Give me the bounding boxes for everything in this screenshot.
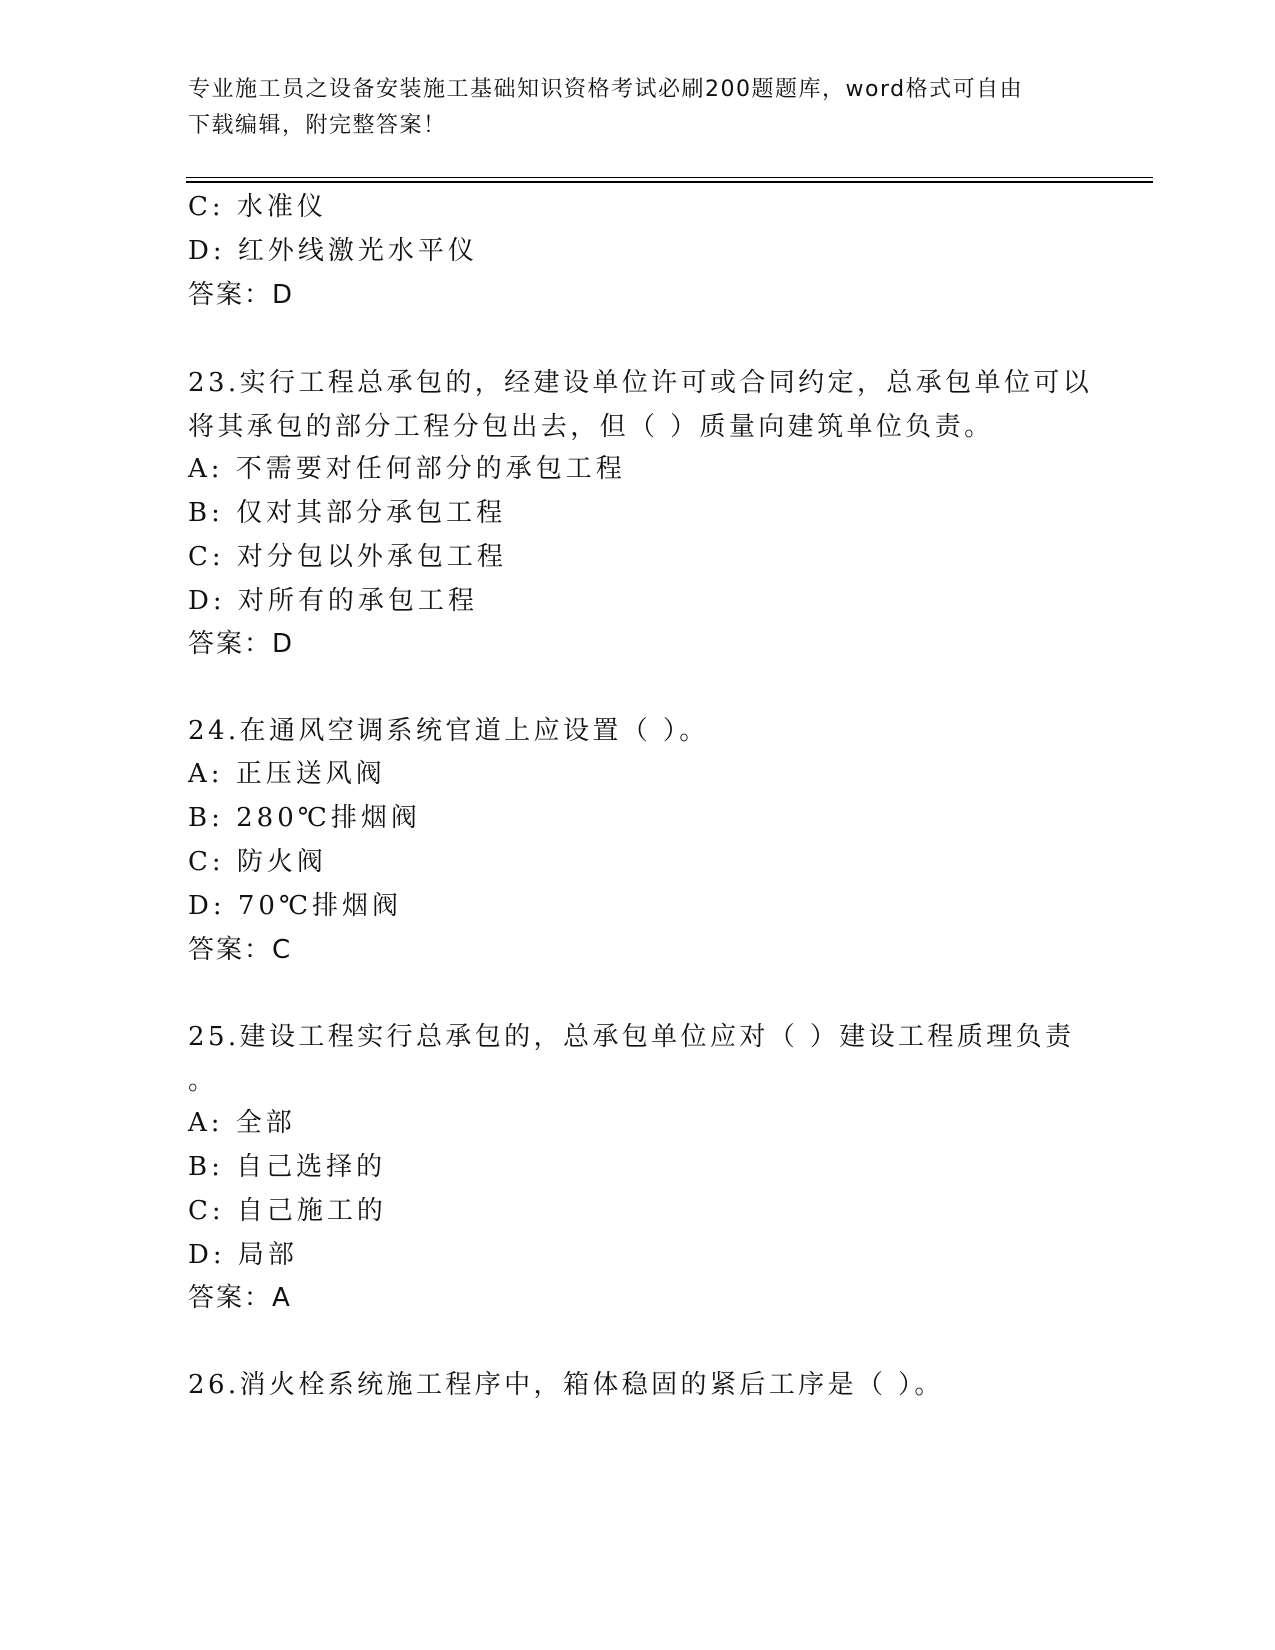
q24-option-c: C: 防火阀 bbox=[188, 847, 327, 877]
header-line-2: 下载编辑，附完整答案！ bbox=[188, 113, 447, 138]
q24-answer: 答案：C bbox=[188, 935, 293, 965]
q25-option-d: D: 局部 bbox=[188, 1240, 298, 1270]
q25-option-b: B: 自己选择的 bbox=[188, 1152, 387, 1182]
q25-option-c: C: 自己施工的 bbox=[188, 1196, 387, 1226]
prev-option-c: C: 水准仪 bbox=[188, 192, 327, 222]
header-divider-thin bbox=[186, 177, 1153, 178]
header-line-1: 专业施工员之设备安装施工基础知识资格考试必刷200题题库，word格式可自由 bbox=[188, 77, 1024, 102]
q23-answer: 答案：D bbox=[188, 629, 295, 659]
q25-stem-line-2: 。 bbox=[188, 1066, 218, 1096]
q25-option-a: A: 全部 bbox=[188, 1108, 296, 1138]
q23-option-b: B: 仅对其部分承包工程 bbox=[188, 498, 507, 528]
document-header bbox=[188, 72, 1068, 144]
header-divider-thick bbox=[186, 181, 1153, 183]
q23-option-c: C: 对分包以外承包工程 bbox=[188, 542, 507, 572]
q23-option-d: D: 对所有的承包工程 bbox=[188, 586, 478, 616]
q24-option-b: B: 280℃排烟阀 bbox=[188, 803, 421, 833]
q24-option-a: A: 正压送风阀 bbox=[188, 759, 386, 789]
prev-option-d: D: 红外线激光水平仪 bbox=[188, 236, 478, 266]
q23-stem-line-1: 23.实行工程总承包的，经建设单位许可或合同约定，总承包单位可以 bbox=[188, 368, 1093, 398]
prev-answer: 答案：D bbox=[188, 280, 295, 310]
q23-option-a: A: 不需要对任何部分的承包工程 bbox=[188, 454, 626, 484]
q25-stem-line-1: 25.建设工程实行总承包的，总承包单位应对（ ）建设工程质理负责 bbox=[188, 1022, 1075, 1052]
q23-stem-line-2: 将其承包的部分工程分包出去，但（ ）质量向建筑单位负责。 bbox=[188, 412, 994, 442]
q24-option-d: D: 70℃排烟阀 bbox=[188, 891, 403, 921]
q24-stem-line-1: 24.在通风空调系统官道上应设置（ ）。 bbox=[188, 716, 709, 746]
q26-stem-line-1: 26.消火栓系统施工程序中，箱体稳固的紧后工序是（ ）。 bbox=[188, 1370, 944, 1400]
q25-answer: 答案：A bbox=[188, 1283, 292, 1313]
